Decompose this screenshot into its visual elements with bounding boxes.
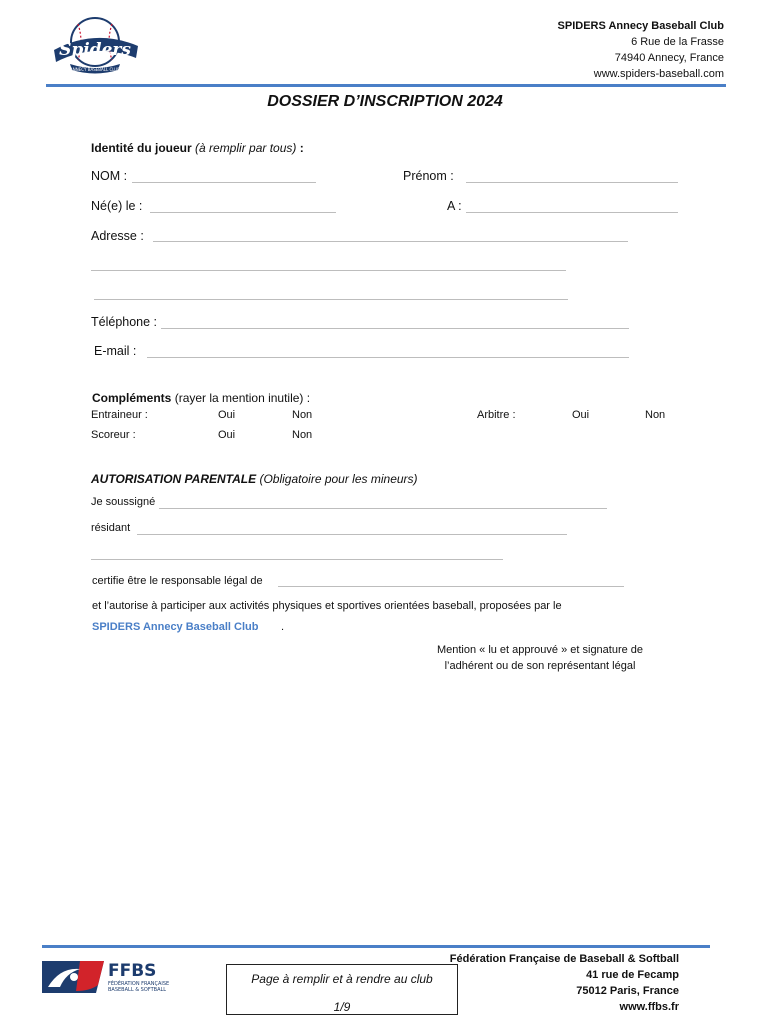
- spiders-logo: [48, 10, 142, 80]
- club-line-period: .: [280, 621, 284, 633]
- certifie-label: certifie être le responsable légal de: [92, 575, 263, 587]
- soussigne-field[interactable]: [159, 508, 607, 509]
- arbitre-oui[interactable]: Oui: [572, 409, 590, 421]
- adresse-field-line2[interactable]: [91, 270, 566, 271]
- telephone-label: Téléphone :: [91, 315, 158, 329]
- footer-divider: [42, 945, 710, 948]
- page-title: DOSSIER D’INSCRIPTION 2024: [267, 93, 503, 110]
- residant-label: résidant: [91, 522, 131, 534]
- entraineur-oui[interactable]: Oui: [218, 409, 236, 421]
- email-label: E-mail :: [94, 344, 137, 358]
- autorise-text: et l’autorise à participer aux activités physiques et sportives orientées baseball, proposées par le: [92, 600, 562, 612]
- complements-heading-text: Compléments: [92, 391, 172, 405]
- club-website: www.spiders-baseball.com: [593, 68, 724, 80]
- birthplace-field[interactable]: [466, 212, 678, 213]
- identity-heading-suffix: :: [296, 141, 304, 155]
- identity-heading-text: Identité du joueur: [91, 141, 192, 155]
- identity-heading-note: (à remplir par tous): [195, 141, 297, 155]
- adresse-field-line1[interactable]: [153, 241, 628, 242]
- signature-mention: [395, 642, 685, 674]
- federation-address1: 41 rue de Fecamp: [586, 969, 679, 981]
- birthdate-field[interactable]: [150, 212, 336, 213]
- svg-text:ANNECY BASEBALL CLUB: ANNECY BASEBALL CLUB: [70, 67, 120, 72]
- ffbs-logo: [40, 957, 180, 997]
- autorisation-heading: [91, 472, 418, 486]
- svg-text:FÉDÉRATION FRANÇAISE: FÉDÉRATION FRANÇAISE: [108, 981, 170, 987]
- prenom-label: Prénom :: [403, 169, 454, 183]
- club-line: [92, 617, 284, 635]
- federation-website[interactable]: www.ffbs.fr: [619, 1001, 679, 1013]
- arbitre-label: Arbitre :: [477, 409, 516, 421]
- adresse-label: Adresse :: [91, 229, 144, 243]
- arbitre-non[interactable]: Non: [645, 409, 666, 421]
- svg-text:Spiders: Spiders: [59, 40, 131, 60]
- entraineur-label: Entraineur :: [91, 409, 148, 421]
- federation-name: Fédération Française de Baseball & Softball: [449, 953, 679, 965]
- complements-heading: [92, 391, 310, 405]
- club-info: [558, 18, 724, 82]
- adresse-field-line3[interactable]: [94, 299, 568, 300]
- prenom-field[interactable]: [466, 182, 678, 183]
- mineur-name-field[interactable]: [278, 586, 624, 587]
- svg-text:BASEBALL & SOFTBALL: BASEBALL & SOFTBALL: [108, 987, 167, 993]
- club-link[interactable]: SPIDERS Annecy Baseball Club: [92, 621, 259, 633]
- telephone-field[interactable]: [161, 328, 629, 329]
- email-field[interactable]: [147, 357, 629, 358]
- federation-address2: 75012 Paris, France: [576, 985, 679, 997]
- scoreur-non[interactable]: Non: [292, 429, 313, 441]
- birthplace-label: A :: [447, 199, 462, 213]
- signature-mention-line2: l’adhérent ou de son représentant légal: [444, 660, 636, 672]
- federation-info: [447, 951, 679, 1015]
- header-divider: [46, 84, 726, 87]
- club-address-line1: 6 Rue de la Frasse: [631, 36, 724, 48]
- club-name: SPIDERS Annecy Baseball Club: [557, 20, 724, 32]
- residant-field-line1[interactable]: [137, 534, 567, 535]
- birthdate-label: Né(e) le :: [91, 199, 143, 213]
- page-note: Page à remplir et à rendre au club: [251, 972, 433, 986]
- identity-heading: [91, 141, 304, 155]
- autorisation-heading-text: AUTORISATION PARENTALE: [91, 472, 257, 486]
- signature-mention-line1: Mention « lu et approuvé » et signature de: [436, 644, 644, 656]
- entraineur-non[interactable]: Non: [292, 409, 313, 421]
- svg-text:FFBS: FFBS: [108, 961, 157, 981]
- autorisation-heading-note: (Obligatoire pour les mineurs): [259, 472, 418, 486]
- scoreur-label: Scoreur :: [91, 429, 136, 441]
- page-note-box: [226, 964, 458, 1015]
- club-address-line2: 74940 Annecy, France: [614, 52, 724, 64]
- scoreur-oui[interactable]: Oui: [218, 429, 236, 441]
- complements-heading-note: (rayer la mention inutile) :: [174, 391, 311, 405]
- soussigne-label: Je soussigné: [91, 496, 156, 508]
- page-number: 1/9: [333, 1000, 351, 1014]
- nom-label: NOM :: [91, 169, 128, 183]
- nom-field[interactable]: [132, 182, 316, 183]
- residant-field-line2[interactable]: [91, 559, 503, 560]
